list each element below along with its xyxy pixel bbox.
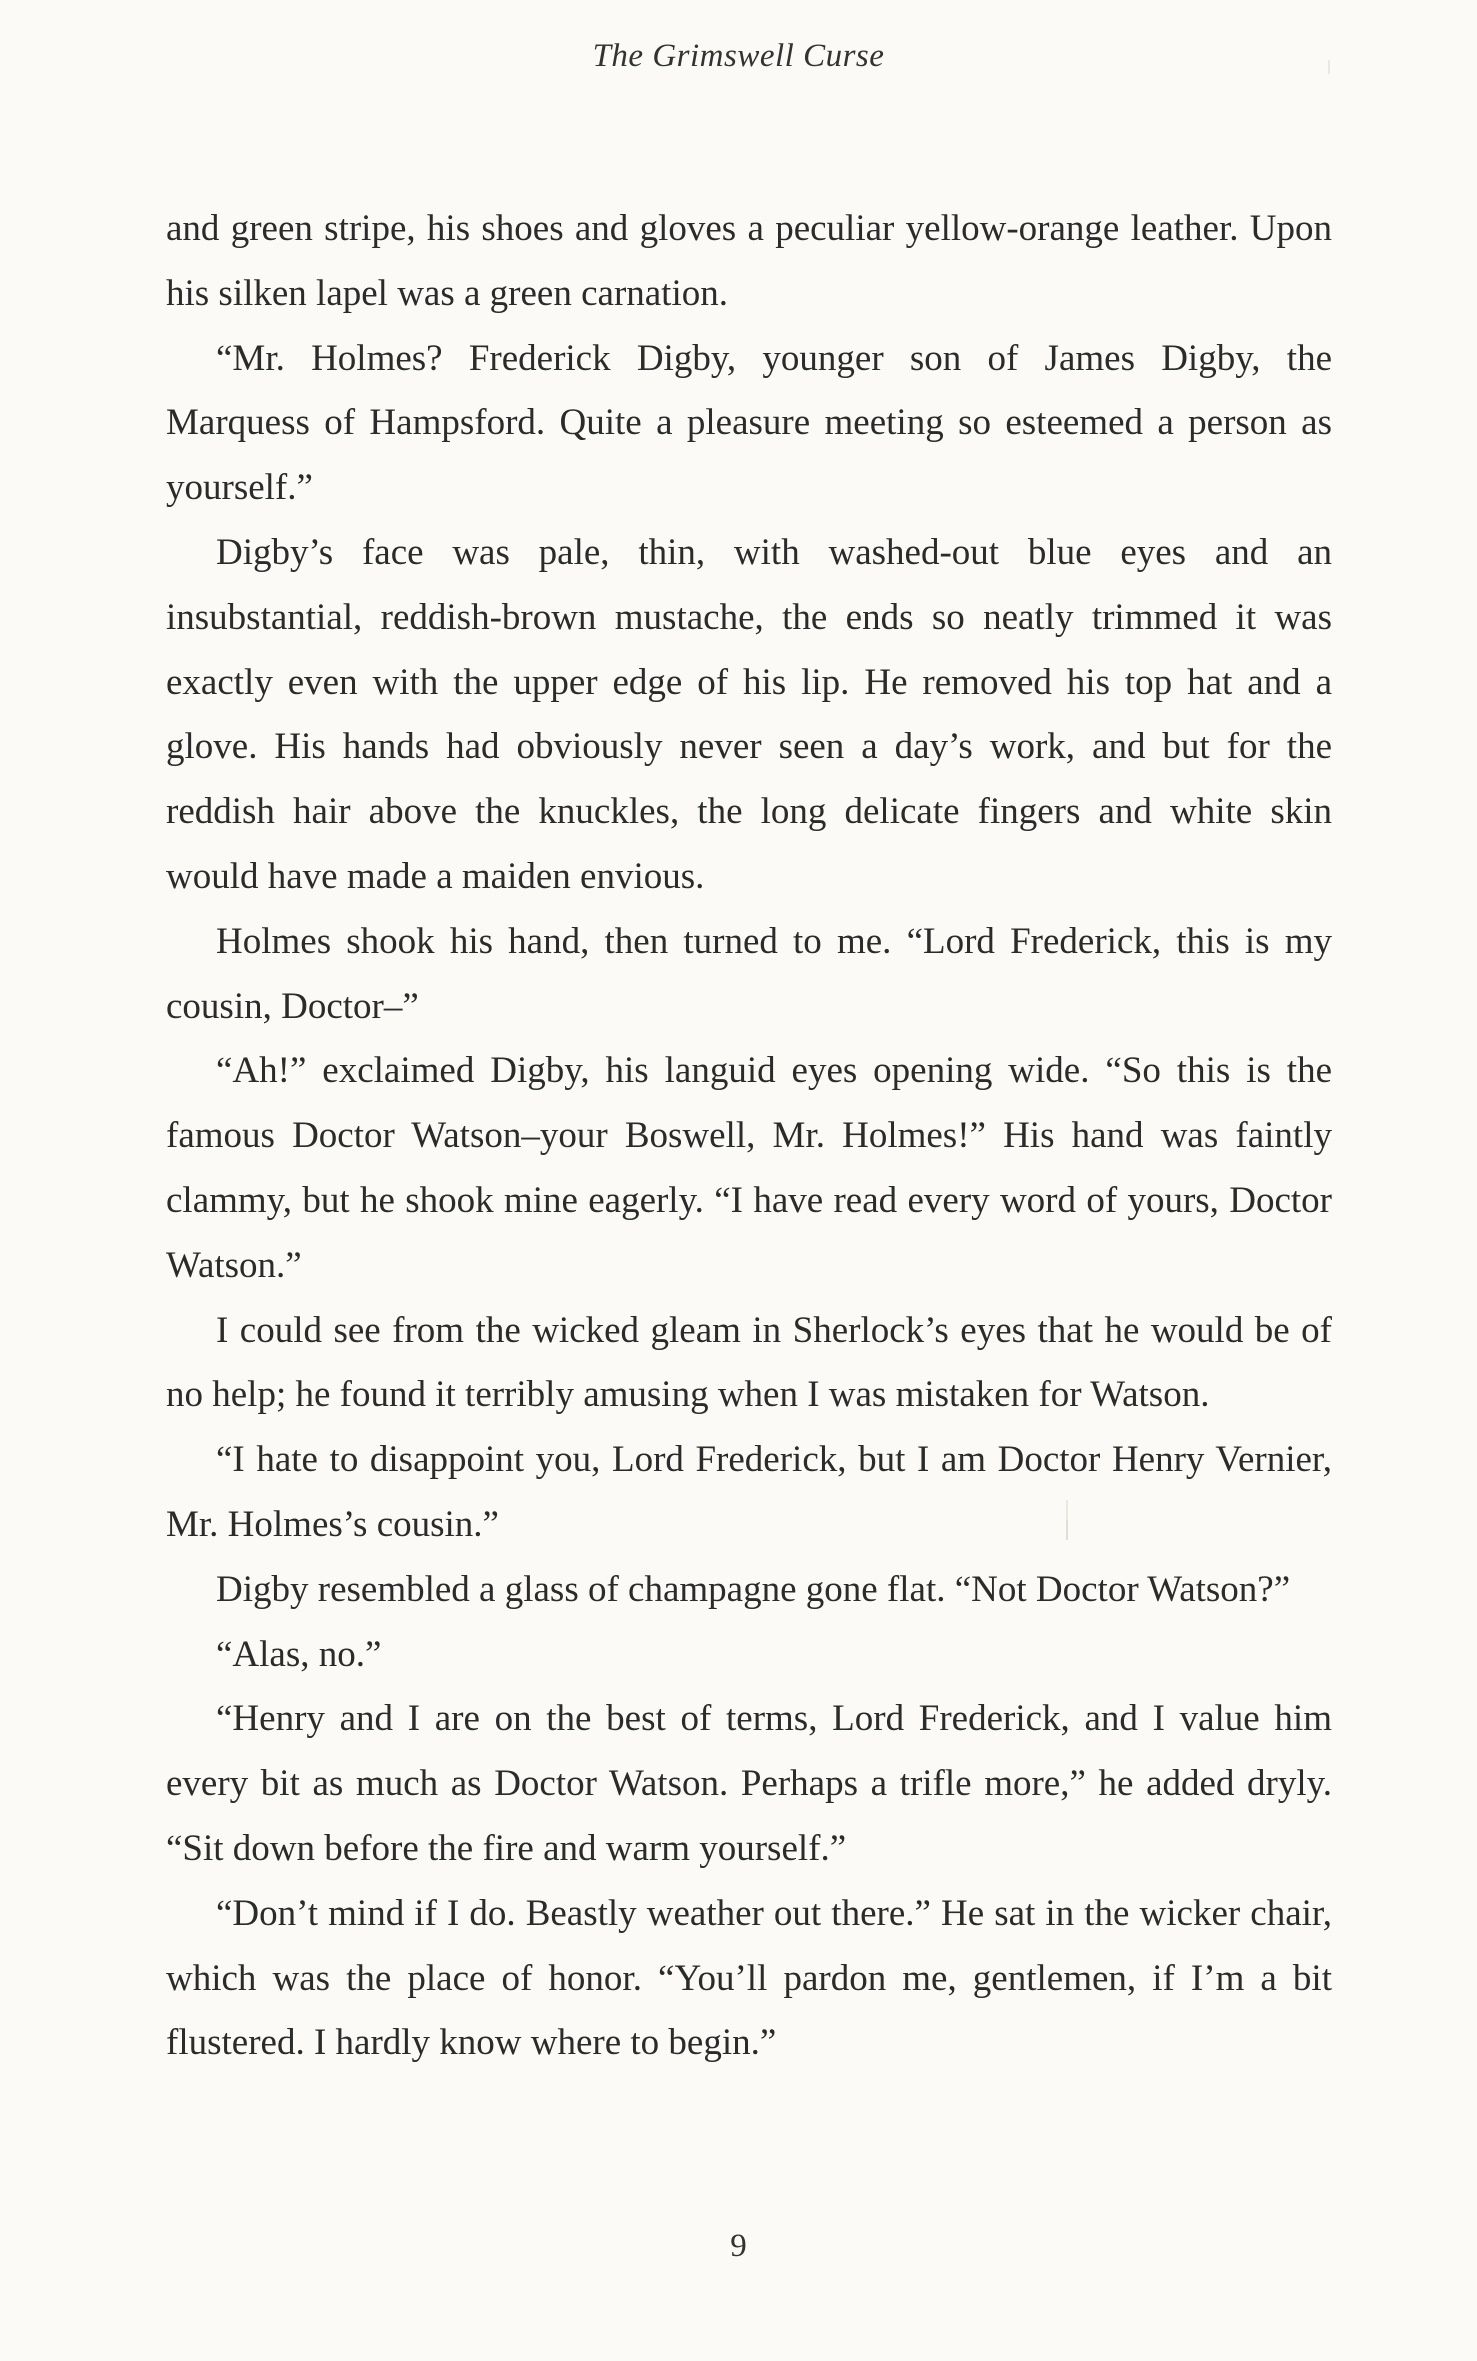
paragraph: “Don’t mind if I do. Beastly weather out there.” He sat in the wicker chair, which was the place of honor. “You’ll pardon me, gentlemen, if I’m a bit flustered. I hardly know where to begin.” <box>166 1892 1332 2064</box>
body-text <box>166 197 1332 2076</box>
paragraph: “Henry and I are on the best of terms, Lord Frederick, and I value him every bit as much as Doctor Watson. Perhaps a trifle more,” he added dryly. “Sit down before the fire and warm yourself.” <box>166 1698 1332 1869</box>
paragraph: and green stripe, his shoes and gloves a peculiar yellow-orange leather. Upon his silken lapel was a green carnation. <box>166 208 1332 314</box>
paragraph: “Alas, no.” <box>216 1633 382 1675</box>
paragraph: Digby resembled a glass of champagne gone flat. “Not Doctor Watson?” <box>216 1568 1291 1610</box>
paragraph: “Ah!” exclaimed Digby, his languid eyes opening wide. “So this is the famous Doctor Watson–your Boswell, Mr. Holmes!” His hand was faintly clammy, but he shook mine eagerly. “I have read every word of yours, Doctor Watson.” <box>166 1050 1332 1286</box>
paragraph: “Mr. Holmes? Frederick Digby, younger son of James Digby, the Marquess of Hampsford. Quite a pleasure meeting so esteemed a person as yourself.” <box>166 337 1332 509</box>
page-number: 9 <box>730 2228 747 2264</box>
paragraph: Digby’s face was pale, thin, with washed-out blue eyes and an insubstantial, reddish-brown mustache, the ends so neatly trimmed it was exactly even with the upper edge of his lip. He removed his top hat and a glove. His hands had obviously never seen a day’s work, and but for the reddish hair above the knuckles, the long delicate fingers and white skin would have made a maiden envious. <box>166 531 1332 897</box>
paragraph: “I hate to disappoint you, Lord Frederick, but I am Doctor Henry Vernier, Mr. Holmes’s cousin.” <box>166 1439 1332 1545</box>
running-head-title: The Grimswell Curse <box>592 38 885 74</box>
paragraph: Holmes shook his hand, then turned to me. “Lord Frederick, this is my cousin, Doctor–” <box>166 920 1332 1027</box>
paragraph: I could see from the wicked gleam in Sherlock’s eyes that he would be of no help; he found it terribly amusing when I was mistaken for Watson. <box>166 1309 1332 1416</box>
